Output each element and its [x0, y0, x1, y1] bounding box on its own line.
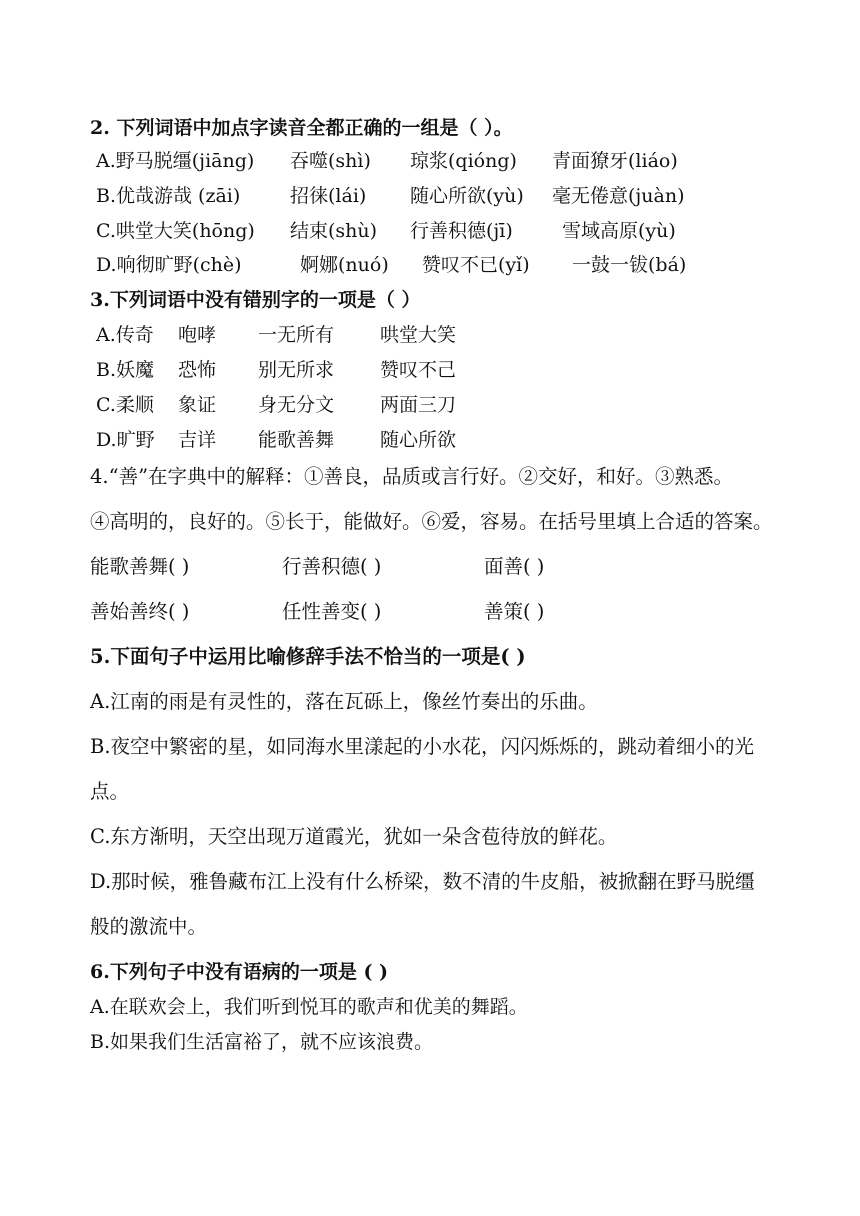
option-label: D.旷野 [96, 429, 155, 451]
option-word: 招徕(lái) [290, 185, 367, 207]
fill-blank-item: 善始善终( ) [90, 600, 190, 623]
question-4-definition-line-2: ④高明的，良好的。⑤长于，能做好。⑥爱，容易。在括号里填上合适的答案。 [90, 510, 773, 533]
question-6-option-b: B.如果我们生活富裕了，就不应该浪费。 [90, 1031, 434, 1053]
option-word: 行善积德(jī) [410, 220, 513, 242]
question-5-option-d-line-1: D.那时候，雅鲁藏布江上没有什么桥梁，数不清的牛皮船，被掀翻在野马脱缰 [90, 870, 755, 893]
option-word: 随心所欲 [380, 429, 457, 451]
question-6-option-a: A.在联欢会上，我们听到悦耳的歌声和优美的舞蹈。 [90, 996, 528, 1018]
option-word: 哄堂大笑 [380, 324, 457, 346]
option-word: 吞噬(shì) [290, 150, 371, 172]
option-label: B.妖魔 [96, 359, 155, 381]
fill-blank-item: 行善积德( ) [282, 555, 382, 578]
option-label: A.野马脱缰(jiāng) [96, 150, 255, 172]
question-5-option-b-line-2: 点。 [90, 780, 130, 803]
option-label: B.优哉游哉 (zāi) [96, 185, 241, 207]
question-4-definition-line-1: 4.“善”在字典中的解释：①善良，品质或言行好。②交好，和好。③熟悉。 [90, 465, 734, 488]
option-label: C.哄堂大笑(hōng) [96, 220, 255, 242]
option-word: 随心所欲(yù) [410, 185, 524, 207]
question-5-option-c: C.东方渐明，天空出现万道霞光，犹如一朵含苞待放的鲜花。 [90, 825, 618, 848]
fill-blank-item: 任性善变( ) [282, 600, 382, 623]
question-3-title: 3.下列词语中没有错别字的一项是（ ） [90, 289, 421, 311]
question-6-title: 6.下列句子中没有语病的一项是 ( ) [90, 961, 389, 983]
option-word: 青面獠牙(liáo) [552, 150, 678, 172]
option-word: 身无分文 [258, 394, 335, 416]
option-word: 一鼓一钹(bá) [572, 254, 687, 276]
option-word: 两面三刀 [380, 394, 457, 416]
option-word: 恐怖 [178, 359, 217, 381]
question-2-title: 2. 下列词语中加点字读音全都正确的一组是（ ）。 [90, 117, 513, 139]
option-word: 象证 [178, 394, 217, 416]
fill-blank-item: 面善( ) [484, 555, 545, 578]
option-word: 毫无倦意(juàn) [552, 185, 685, 207]
question-5-title: 5.下面句子中运用比喻修辞手法不恰当的一项是( ) [90, 645, 526, 668]
option-word: 咆哮 [178, 324, 217, 346]
fill-blank-item: 能歌善舞( ) [90, 555, 190, 578]
option-label: A.传奇 [96, 324, 154, 346]
question-5-option-d-line-2: 般的激流中。 [90, 915, 208, 938]
option-label: D.响彻旷野(chè) [96, 254, 242, 276]
option-word: 赞叹不己 [380, 359, 457, 381]
fill-blank-item: 善策( ) [484, 600, 545, 623]
question-5-option-a: A.江南的雨是有灵性的，落在瓦砾上，像丝竹奏出的乐曲。 [90, 690, 598, 713]
option-label: C.柔顺 [96, 394, 154, 416]
option-word: 吉详 [178, 429, 217, 451]
option-word: 琼浆(qióng) [410, 150, 517, 172]
option-word: 婀娜(nuó) [300, 254, 389, 276]
option-word: 一无所有 [258, 324, 335, 346]
question-5-option-b-line-1: B.夜空中繁密的星，如同海水里漾起的小水花，闪闪烁烁的，跳动着细小的光 [90, 735, 755, 758]
option-word: 雪域高原(yù) [562, 220, 676, 242]
option-word: 赞叹不已(yǐ) [422, 254, 530, 276]
option-word: 结束(shù) [290, 220, 378, 242]
option-word: 能歌善舞 [258, 429, 335, 451]
option-word: 别无所求 [258, 359, 335, 381]
